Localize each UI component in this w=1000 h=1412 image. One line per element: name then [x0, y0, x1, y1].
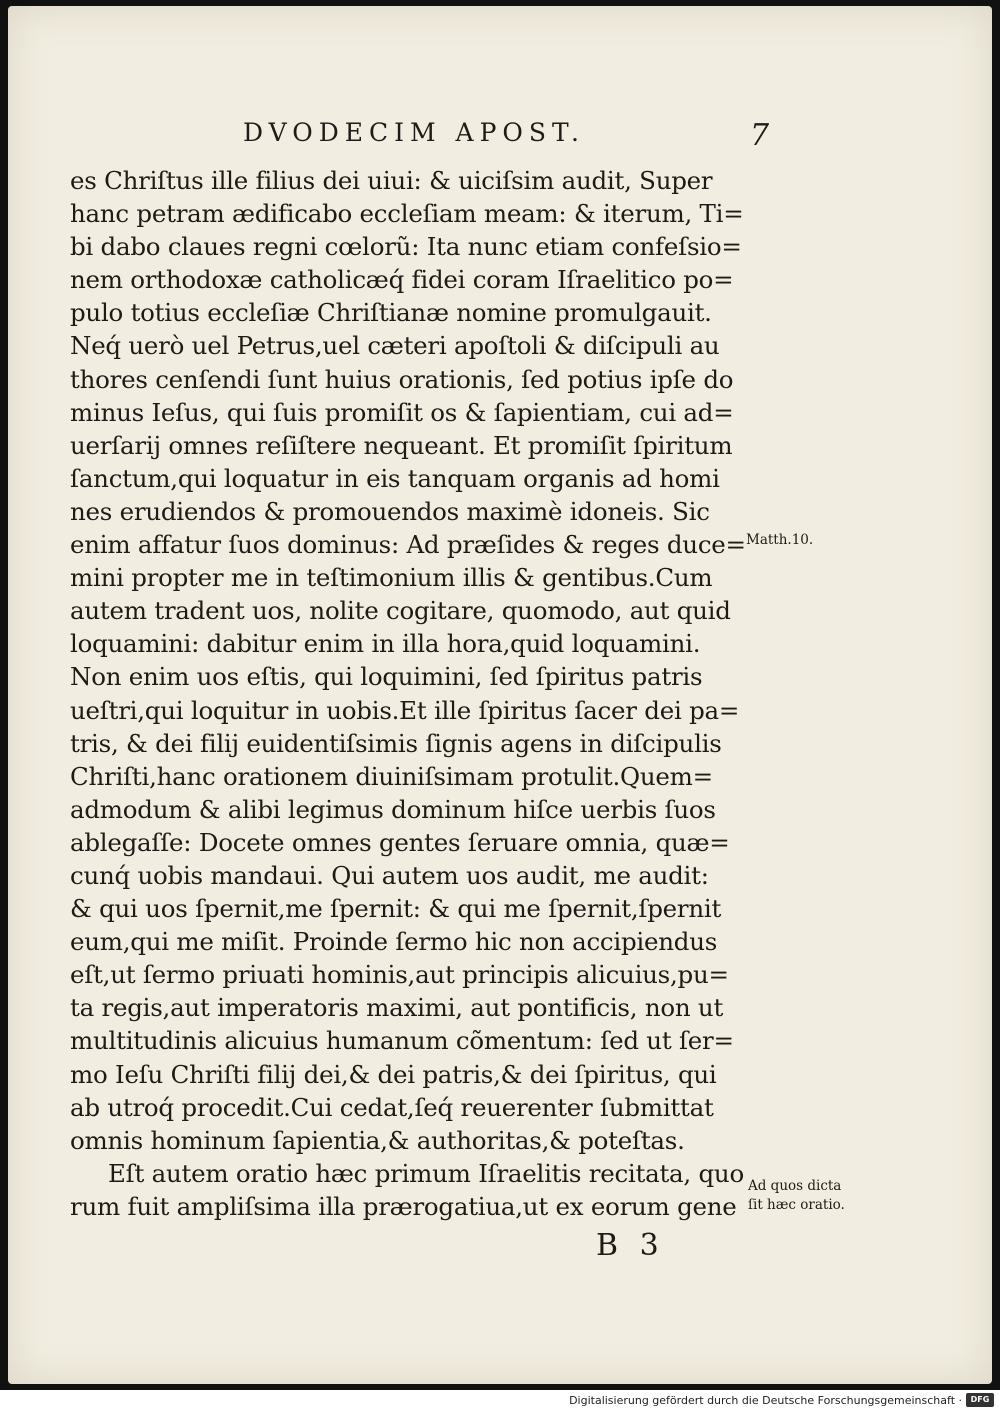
text-line: uerſarij omnes reſiſtere nequeant. Et promiſit ſpiritum: [70, 430, 733, 460]
dfg-logo-icon: DFG: [966, 1393, 994, 1407]
text-line: ueſtri,qui loquitur in uobis.Et ille ſpiritus ſacer dei pa=: [70, 695, 740, 725]
footer-bar: [0, 1390, 1000, 1412]
text-line: hanc petram ædificabo eccleſiam meam: & iterum, Ti=: [70, 199, 744, 229]
body-text: [70, 164, 760, 1223]
text-line: cunq́ uobis mandaui. Qui autem uos audit, me audit:: [70, 860, 709, 890]
text-line: enim affatur ſuos dominus: Ad præſides & reges duce=: [70, 530, 746, 560]
book-page: [8, 6, 992, 1384]
text-line: Eſt autem oratio hæc primum Iſraelitis recitata, quo: [108, 1158, 744, 1188]
marginal-note-matth: Matth.10.: [746, 532, 814, 548]
text-line: & qui uos ſpernit,me ſpernit: & qui me ſpernit,ſpernit: [70, 894, 722, 924]
text-line: ablegaſſe: Docete omnes gentes ſeruare omnia, quæ=: [70, 827, 730, 857]
text-line: bi dabo claues regni cœlorũ: Ita nunc etiam confeſsio=: [70, 232, 742, 262]
text-line: ta regis,aut imperatoris maximi, aut pontificis, non ut: [70, 993, 724, 1023]
text-line: admodum & alibi legimus dominum hiſce uerbis ſuos: [70, 794, 716, 824]
text-line: Chriſti,hanc orationem diuiniſsimam protulit.Quem=: [70, 761, 713, 791]
text-line: minus Ieſus, qui ſuis promiſit os & ſapientiam, cui ad=: [70, 397, 734, 427]
text-line: es Chriſtus ille filius dei uiui: & uiciſsim audit, Super: [70, 166, 713, 195]
text-line: multitudinis alicuius humanum cõmentum: ſed ut ſer=: [70, 1026, 734, 1056]
page-number: 7: [750, 118, 770, 153]
text-line: tris, & dei filij euidentiſsimis ſignis agens in diſcipulis: [70, 728, 722, 758]
marginal-note-ad-quos-line-1: Ad quos dicta: [748, 1178, 842, 1194]
text-line: ab utroq́ procedit.Cui cedat,ſeq́ reuerenter ſubmittat: [70, 1092, 714, 1122]
text-line: pulo totius eccleſiæ Chriſtianæ nomine promulgauit.: [70, 298, 712, 328]
text-line: eum,qui me miſit. Proinde ſermo hic non accipiendus: [70, 927, 718, 957]
text-line: nes erudiendos & promouendos maximè idoneis. Sic: [70, 496, 710, 526]
signature-mark: B 3: [596, 1228, 665, 1263]
footer-credit: Digitalisierung gefördert durch die Deutsche Forschungsgemeinschaft ·: [569, 1394, 962, 1407]
text-line: Non enim uos eſtis, qui loquimini, ſed ſpiritus patris: [70, 662, 703, 692]
text-line: Neq́ uerò uel Petrus,uel cæteri apoſtoli & diſcipuli au: [70, 331, 720, 361]
text-line: mini propter me in teſtimonium illis & gentibus.Cum: [70, 563, 713, 593]
text-line: thores cenſendi ſunt huius orationis, ſed potius ipſe do: [70, 364, 734, 394]
text-line: nem orthodoxæ catholicæq́ fidei coram Iſraelitico po=: [70, 265, 734, 295]
text-line: eſt,ut ſermo priuati hominis,aut principis alicuius,pu=: [70, 960, 729, 990]
text-line: loquamini: dabitur enim in illa hora,quid loquamini.: [70, 629, 701, 659]
running-head: DVODECIM APOST.: [243, 118, 586, 147]
text-line: mo Ieſu Chriſti filij dei,& dei patris,& dei ſpiritus, qui: [70, 1059, 717, 1089]
text-line: rum fuit ampliſsima illa prærogatiua,ut ex eorum gene: [70, 1191, 737, 1221]
text-line: omnis hominum ſapientia,& authoritas,& poteſtas.: [70, 1125, 685, 1155]
text-line: autem tradent uos, nolite cogitare, quomodo, aut quid: [70, 596, 731, 626]
marginal-note-ad-quos-line-2: ſit hæc oratio.: [748, 1197, 845, 1213]
text-line: ſanctum,qui loquatur in eis tanquam organis ad homi: [70, 463, 720, 493]
